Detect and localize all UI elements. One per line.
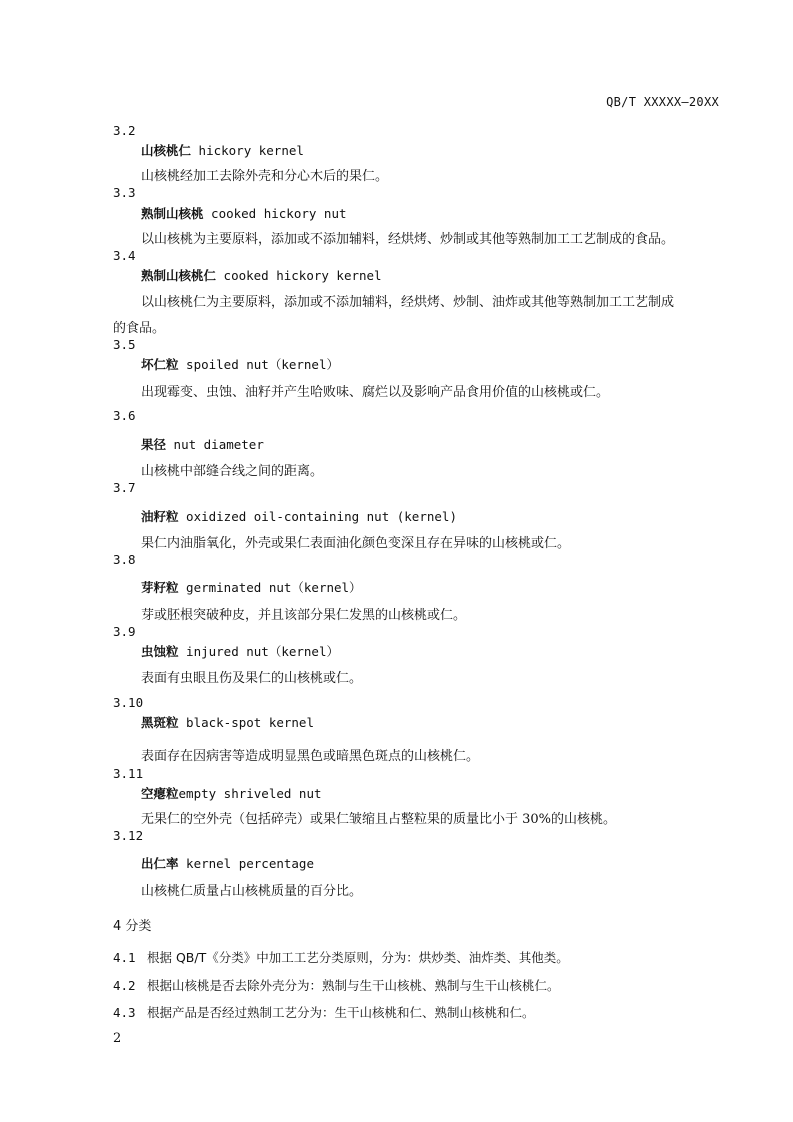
term-title (141, 141, 304, 159)
term-english: spoiled nut（kernel） (178, 357, 339, 372)
clause-text: 根据山核桃是否去除外壳分为：熟制与生干山核桃、熟制与生干山核桃仁。 (147, 978, 560, 993)
term-english: empty shriveled nut (178, 786, 322, 801)
term-definition: 无果仁的空外壳（包括碎壳）或果仁皱缩且占整粒果的质量比小于 30%的山核桃。 (141, 812, 617, 827)
term-english: injured nut（kernel） (178, 644, 339, 659)
term-english: cooked hickory nut (203, 206, 347, 221)
term-title (141, 355, 339, 373)
term-title (141, 713, 314, 731)
term-title (141, 784, 322, 802)
term-chinese: 黑斑粒 (141, 715, 179, 730)
term-number: 3.3 (113, 185, 136, 200)
term-chinese: 熟制山核桃 (141, 206, 204, 221)
clause-number: 4.1 (113, 950, 136, 965)
term-chinese: 空瘪粒 (141, 786, 179, 801)
clause-number: 4.3 (113, 1005, 136, 1020)
page-number: 2 (113, 1031, 122, 1046)
term-definition: 山核桃中部缝合线之间的距离。 (141, 464, 324, 479)
term-english: kernel percentage (178, 856, 314, 871)
term-number: 3.8 (113, 552, 136, 567)
term-number: 3.11 (113, 766, 144, 781)
term-chinese: 坏仁粒 (141, 357, 179, 372)
classification-item (113, 976, 560, 994)
term-number: 3.9 (113, 624, 136, 639)
term-chinese: 虫蚀粒 (141, 644, 179, 659)
term-chinese: 芽籽粒 (141, 580, 179, 595)
term-chinese: 出仁率 (141, 856, 179, 871)
term-english: germinated nut（kernel） (178, 580, 362, 595)
term-definition: 以山核桃仁为主要原料，添加或不添加辅料，经烘烤、炒制、油炸或其他等熟制加工工艺制成 (141, 295, 675, 310)
term-english: cooked hickory kernel (216, 268, 382, 283)
term-definition: 果仁内油脂氧化，外壳或果仁表面油化颜色变深且存在异味的山核桃或仁。 (141, 536, 571, 551)
term-title (141, 578, 362, 596)
clause-number: 4.2 (113, 978, 136, 993)
clause-text: 根据产品是否经过熟制工艺分为：生干山核桃和仁、熟制山核桃和仁。 (147, 1005, 535, 1020)
term-chinese: 果径 (141, 437, 167, 452)
term-definition: 出现霉变、虫蚀、油籽并产生哈败味、腐烂以及影响产品食用价值的山核桃或仁。 (141, 385, 610, 400)
term-english: oxidized oil-containing nut (kernel) (178, 509, 457, 524)
term-number: 3.10 (113, 695, 144, 710)
document-code-header: QB/T XXXXX—20XX (606, 95, 719, 109)
term-title (141, 854, 314, 872)
term-english: hickory kernel (191, 143, 304, 158)
classification-item (113, 1003, 535, 1021)
section-heading: 4 分类 (113, 919, 152, 934)
term-english: black-spot kernel (178, 715, 314, 730)
term-definition: 山核桃经加工去除外壳和分心木后的果仁。 (141, 169, 389, 184)
term-number: 3.7 (113, 480, 136, 495)
term-title (141, 642, 339, 660)
term-number: 3.6 (113, 408, 136, 423)
term-title (141, 204, 347, 222)
term-title (141, 435, 264, 453)
term-number: 3.4 (113, 248, 136, 263)
term-english: nut diameter (166, 437, 264, 452)
term-title (141, 507, 457, 525)
term-title (141, 266, 382, 284)
term-definition: 表面存在因病害等造成明显黑色或暗黑色斑点的山核桃仁。 (141, 749, 480, 764)
term-number: 3.2 (113, 123, 136, 138)
term-definition: 芽或胚根突破种皮，并且该部分果仁发黑的山核桃或仁。 (141, 608, 467, 623)
term-definition: 以山核桃为主要原料，添加或不添加辅料，经烘烤、炒制或其他等熟制加工工艺制成的食品。 (141, 232, 675, 247)
term-chinese: 油籽粒 (141, 509, 179, 524)
term-number: 3.5 (113, 337, 136, 352)
term-chinese: 山核桃仁 (141, 143, 192, 158)
term-number: 3.12 (113, 828, 144, 843)
term-chinese: 熟制山核桃仁 (141, 268, 217, 283)
term-definition-continuation: 的食品。 (113, 321, 166, 336)
clause-text: 根据 QB/T《分类》中加工工艺分类原则，分为：烘炒类、油炸类、其他类。 (147, 950, 569, 965)
classification-item (113, 948, 569, 966)
term-definition: 山核桃仁质量占山核桃质量的百分比。 (141, 884, 363, 899)
term-definition: 表面有虫眼且伤及果仁的山核桃或仁。 (141, 671, 363, 686)
